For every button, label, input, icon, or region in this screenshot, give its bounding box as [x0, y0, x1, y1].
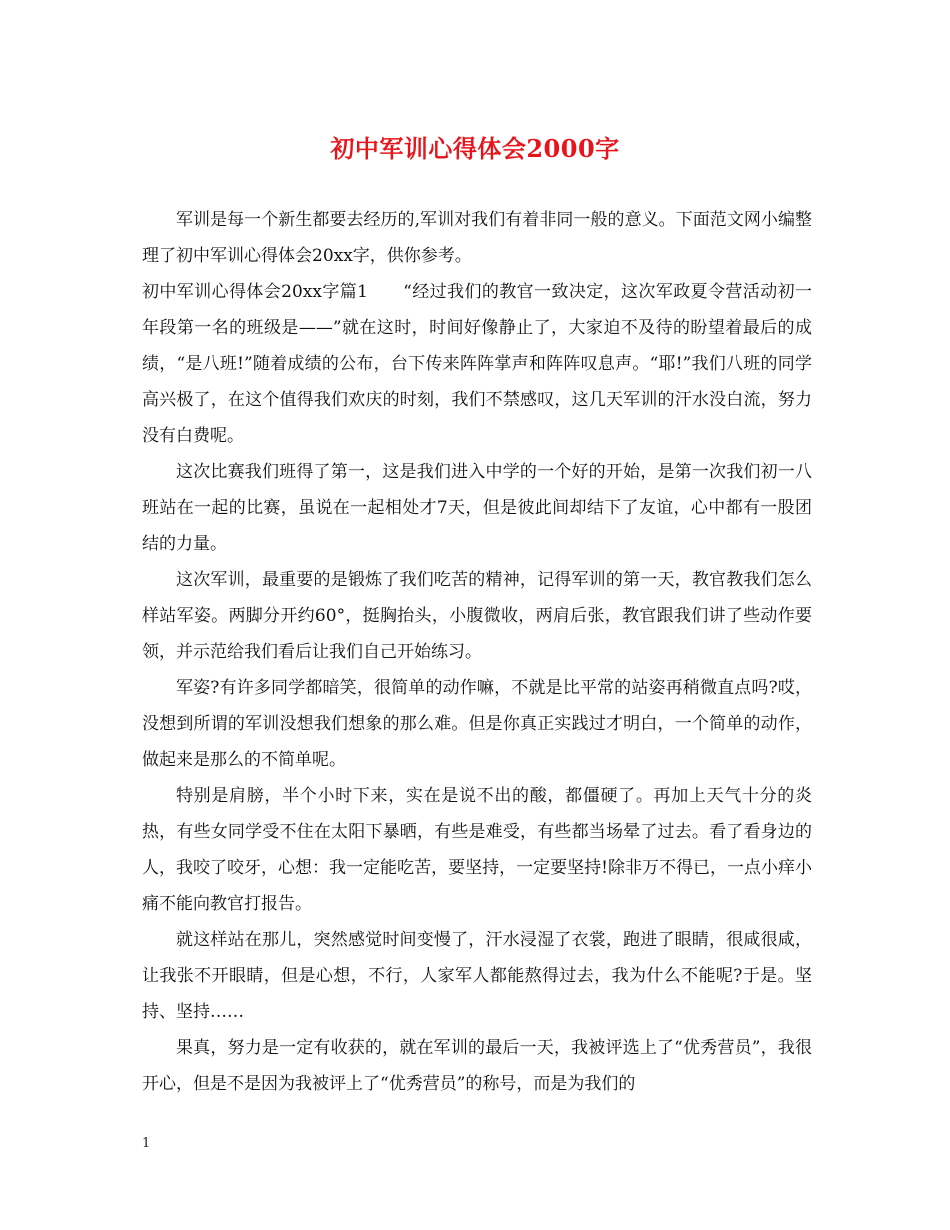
- paragraph: 这次军训，最重要的是锻炼了我们吃苦的精神，记得军训的第一天，教官教我们怎么样站军姿。两脚分开约60°，挺胸抬头，小腹微收，两肩后张，教官跟我们讲了些动作要领，并示范给我们看后让我们自己开始练习。: [142, 570, 812, 662]
- paragraph: 这次比赛我们班得了第一，这是我们进入中学的一个好的开始，是第一次我们初一八班站在一起的比赛，虽说在一起相处才7天，但是彼此间却结下了友谊，心中都有一股团结的力量。: [142, 462, 812, 554]
- paragraph: 就这样站在那儿，突然感觉时间变慢了，汗水浸湿了衣裳，跑进了眼睛，很咸很咸，让我张不开眼睛，但是心想，不行，人家军人都能熬得过去，我为什么不能呢?于是。坚持、坚持……: [142, 930, 812, 1022]
- paragraph: 军训是每一个新生都要去经历的,军训对我们有着非同一般的意义。下面范文网小编整理了初中军训心得体会20xx字，供你参考。: [142, 210, 812, 266]
- paragraph: 初中军训心得体会20xx字篇1 “经过我们的教官一致决定，这次军政夏令营活动初一年段第一名的班级是——”就在这时，时间好像静止了，大家迫不及待的盼望着最后的成绩，“是八班!”随着成绩的公布，台下传来阵阵掌声和阵阵叹息声。“耶!”我们八班的同学高兴极了，在这个值得我们欢庆的时刻，我们不禁感叹，这几天军训的汗水没白流，努力没有白费呢。: [142, 282, 812, 446]
- paragraph: 果真，努力是一定有收获的，就在军训的最后一天，我被评选上了“优秀营员”，我很开心，但是不是因为我被评上了“优秀营员”的称号，而是为我们的: [142, 1038, 812, 1094]
- paragraph: 军姿?有许多同学都暗笑，很简单的动作嘛，不就是比平常的站姿再稍微直点吗?哎，没想到所谓的军训没想我们想象的那么难。但是你真正实践过才明白，一个简单的动作，做起来是那么的不简单呢。: [142, 678, 812, 770]
- paragraph: 特别是肩膀，半个小时下来，实在是说不出的酸，都僵硬了。再加上天气十分的炎热，有些女同学受不住在太阳下暴晒，有些是难受，有些都当场晕了过去。看了看身边的人，我咬了咬牙，心想：我一定能吃苦，要坚持，一定要坚持!除非万不得已，一点小痒小痛不能向教官打报告。: [142, 786, 812, 914]
- document-body: [142, 202, 812, 1102]
- document-title: 初中军训心得体会2000字: [330, 134, 620, 163]
- page-number: 1: [142, 1136, 151, 1151]
